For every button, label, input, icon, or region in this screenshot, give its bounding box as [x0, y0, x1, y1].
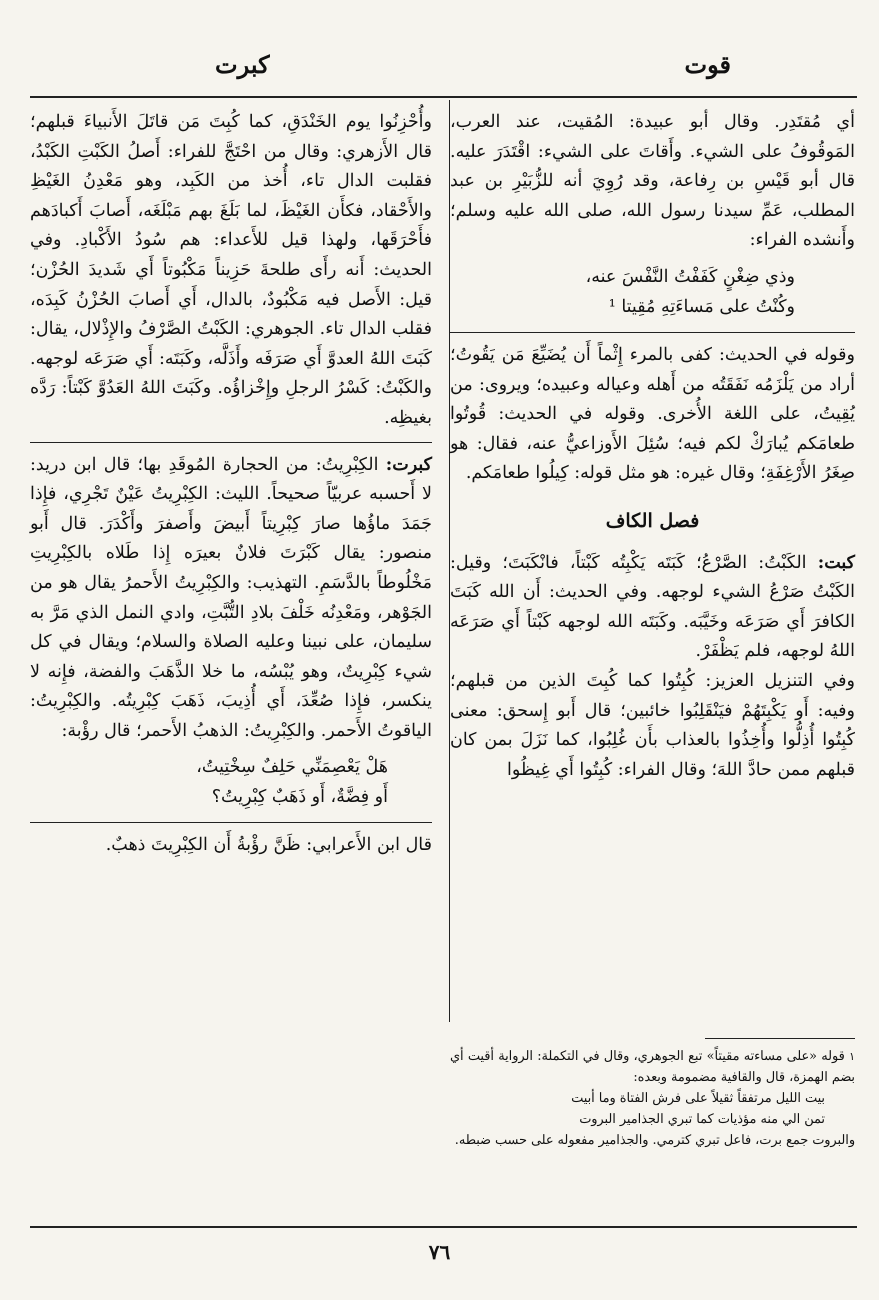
verse-line: وذي ضِغْنٍ كَفَفْتُ النَّفْسَ عنه،	[585, 266, 795, 287]
lemma-kbt: كبت:	[817, 552, 855, 573]
entry-separator	[30, 442, 432, 443]
verse-block-1	[450, 262, 855, 322]
footnote-text: قوله «على مساءته مقيتاً» تبع الجوهري، وقال في التكملة: الرواية أقيت أي بضم الهمزة، قال والقافية مضمومة وبعده:	[450, 1049, 855, 1085]
left-column	[30, 108, 432, 861]
lemma-kbrt: كبرت:	[385, 454, 432, 475]
footnote-verse: تمن الي منه مؤذيات كما تبري الجذامير البروت	[579, 1112, 825, 1127]
entry-kbrt-paragraph	[30, 451, 432, 747]
verse-block-2	[30, 752, 432, 812]
right-column	[450, 108, 855, 785]
footnote-text: والبروت جمع برت، فاعل تبري كترمي. والجذامير مفعوله على حسب ضبطه.	[454, 1133, 855, 1148]
entry-kbrt-closing: قال ابن الأَعرابي: ظَنَّ رؤْبةُ أَن الكِبْرِيتَ ذهبٌ.	[105, 835, 432, 856]
footnote-mark: ١	[849, 1050, 855, 1063]
verse-line: وكُنْتُ على مَساءَتِهِ مُقِيتا ¹	[608, 296, 795, 317]
verse-separator	[450, 332, 855, 333]
entry-kbt-paragraph-2: وفي التنزيل العزيز: كُبِتُوا كما كُبِتَ الذين من قبلهم؛ وفيه: أَو يَكْبِتَهُمْ فيَنْقَلِبُوا خائبين؛ قال أَبو إِسحق: معنى كُبِتُوا أُذِلُّوا وأُخِذُوا بالعذاب بأَن غُلِبُوا، كما نَزَلَ بمن كان قبلهم ممن حادَّ اللهَ؛ وقال الفراء: كُبِتُوا أَي غِيظُوا	[450, 670, 855, 780]
entry-text: الكَبْتُ: الصَّرْعُ؛ كَبَتَه يَكْبِتُه كَبْتاً، فانْكَبَتَ؛ وقيل: الكَبْتُ صَرْعُ الشيء لوجهه. وفي الحديث: أَن الله كَبَتَ الكافرَ أَي صَرَعَه وخَيَّبَه. وكَبَتَه الله لوجهه كَبْتاً أَي صَرَعَه اللهُ لوجهه، فلم يَظْفَرْ.	[450, 552, 855, 662]
entry-text: الكِبْرِيتُ: من الحجارة المُوقَدِ بها؛ قال ابن دريد: لا أَحسبه عربيّاً صحيحاً. الليث: الكِبْرِيتُ عَيْنٌ تَجْرِي، فإِذا جَمَدَ ماؤُها صارَ كِبْرِيتاً أَبيضَ وأَصفرَ وأَكْدَرَ. قال أَبو منصور: يقال كَبْرَتَ فلانٌ بعيرَه إِذا طَلاه بالكِبْرِيتِ مَخْلُوطاً بالدَّسَمِ. التهذيب: والكِبْرِيتُ الأَحمرُ يقال هو من الجَوْهر، ومَعْدِنُه خَلْفَ بلادِ التُّبَّتِ، وادي النمل الذي مَرَّ به سليمان، على نبينا وعليه الصلاة والسلام؛ ويقال في كل شيء كِبْرِيتٌ، وهو يُبْسُه، ما خلا الذَّهَبَ والفضة، فإِنه لا ينكسر، فإِذا صُعِّدَ، أَي أُذِيبَ، ذَهَبَ كِبْرِيتُه. والكِبْرِيتُ: الياقوتُ الأَحمر. والكِبْرِيتُ: الذهبُ الأَحمر؛ قال رؤْبة:	[30, 454, 432, 741]
section-title: فصل الكاف	[605, 509, 700, 532]
header-right-title: قوت	[684, 50, 731, 79]
entry-qwt-paragraph-2: وقوله في الحديث: كفى بالمرء إِثْماً أَن يُضَيِّعَ مَن يَقُوتُ؛ أراد من يَلْزَمُه نَفَقَتُه من أَهله وعياله وعبيده؛ ويروى: من يُقِيتُ، على اللغة الأُخرى. وقوله في الحديث: قُوتُوا طعامَكم يُبارَكْ لكم فيه؛ سُئِلَ الأَوزاعيُّ عنه، فقال: هو صِغَرُ الأَرْغِفَةِ؛ وقال غيره: هو مثل قوله: كِيلُوا طعامَكم.	[450, 344, 855, 484]
footnote-verse: بيت الليل مرتفقاً ثقيلاً على فرش الفتاة وما أبيت	[571, 1091, 825, 1106]
footer-rule	[30, 1226, 857, 1228]
verse-line: هَلْ يَعْصِمَنِّي حَلِفٌ سِخْتِيتُ،	[196, 757, 388, 778]
entry-kbt-continued: وأُحْزِنُوا يوم الخَنْدَقِ، كما كُبِتَ مَن قاتَلَ الأَنبياءَ قبلهم؛ قال الأَزهري: وقال من احْتَجَّ للفراء: أَصلُ الكَبْتِ الكَبْدُ، فقلبت الدال تاء، أُخذ من الكَبِد، وهو مَعْدِنُ الغَيْظِ والأَحْقاد، فكأَن الغَيْظَ، لما بَلَغَ بهم مَبْلَغَه، أَصابَ أَكبادَهم فأَحْرَقَها، ولهذا قيل للأَعداء: هم سُودُ الأَكْبادِ. وفي الحديث: أَنه رأَى طلحةَ حَزِيناً مَكْبُوتاً أَي شَديدَ الحُزْن؛ قيل: الأَصل فيه مَكْبُودٌ، بالدال، أَي أَصابَ الحُزْنُ كَبِدَه، فقلب الدال تاء. الجوهري: الكَبْتُ الصَّرْفُ والإِذْلال، يقال: كَبَتَ اللهُ العدوَّ أَي صَرَفَه وأَذَلَّه، وكَبَتَه: أَي صَرَعَه لوجهه. والكَبْتُ: كَسْرُ الرجلِ وإِخْزاؤُه. وكَبَتَ اللهُ العَدُوَّ كَبْتاً: رَدَّه بغيظِه.	[30, 112, 432, 428]
footnote-rule	[705, 1038, 855, 1039]
verse-separator	[30, 822, 432, 823]
footnote	[450, 1046, 855, 1151]
entry-qwt-paragraph-1: أي مُقتَدِر. وقال أبو عبيدة: المُقيت، عند العرب، المَوقُوفُ على الشيء. وأَقاتَ على الشيء: اقْتَدَرَ عليه. قال أبو قَيْسِ بن رِفاعة، وقد رُوِيَ أنه للزُّبَيْرِ بن عبد المطلب، عَمِّ سيدنا رسول الله، صلى الله عليه وسلم؛ وأَنشده الفراء:	[450, 112, 855, 251]
entry-kbt-paragraph-1	[450, 549, 855, 667]
header-rule	[30, 96, 857, 98]
verse-line: أَو فِضَّةٌ، أَو ذَهَبٌ كِبْرِيتُ؟	[211, 787, 388, 808]
header-left-title: كبرت	[215, 50, 270, 79]
page-number: ٧٦	[428, 1240, 451, 1264]
